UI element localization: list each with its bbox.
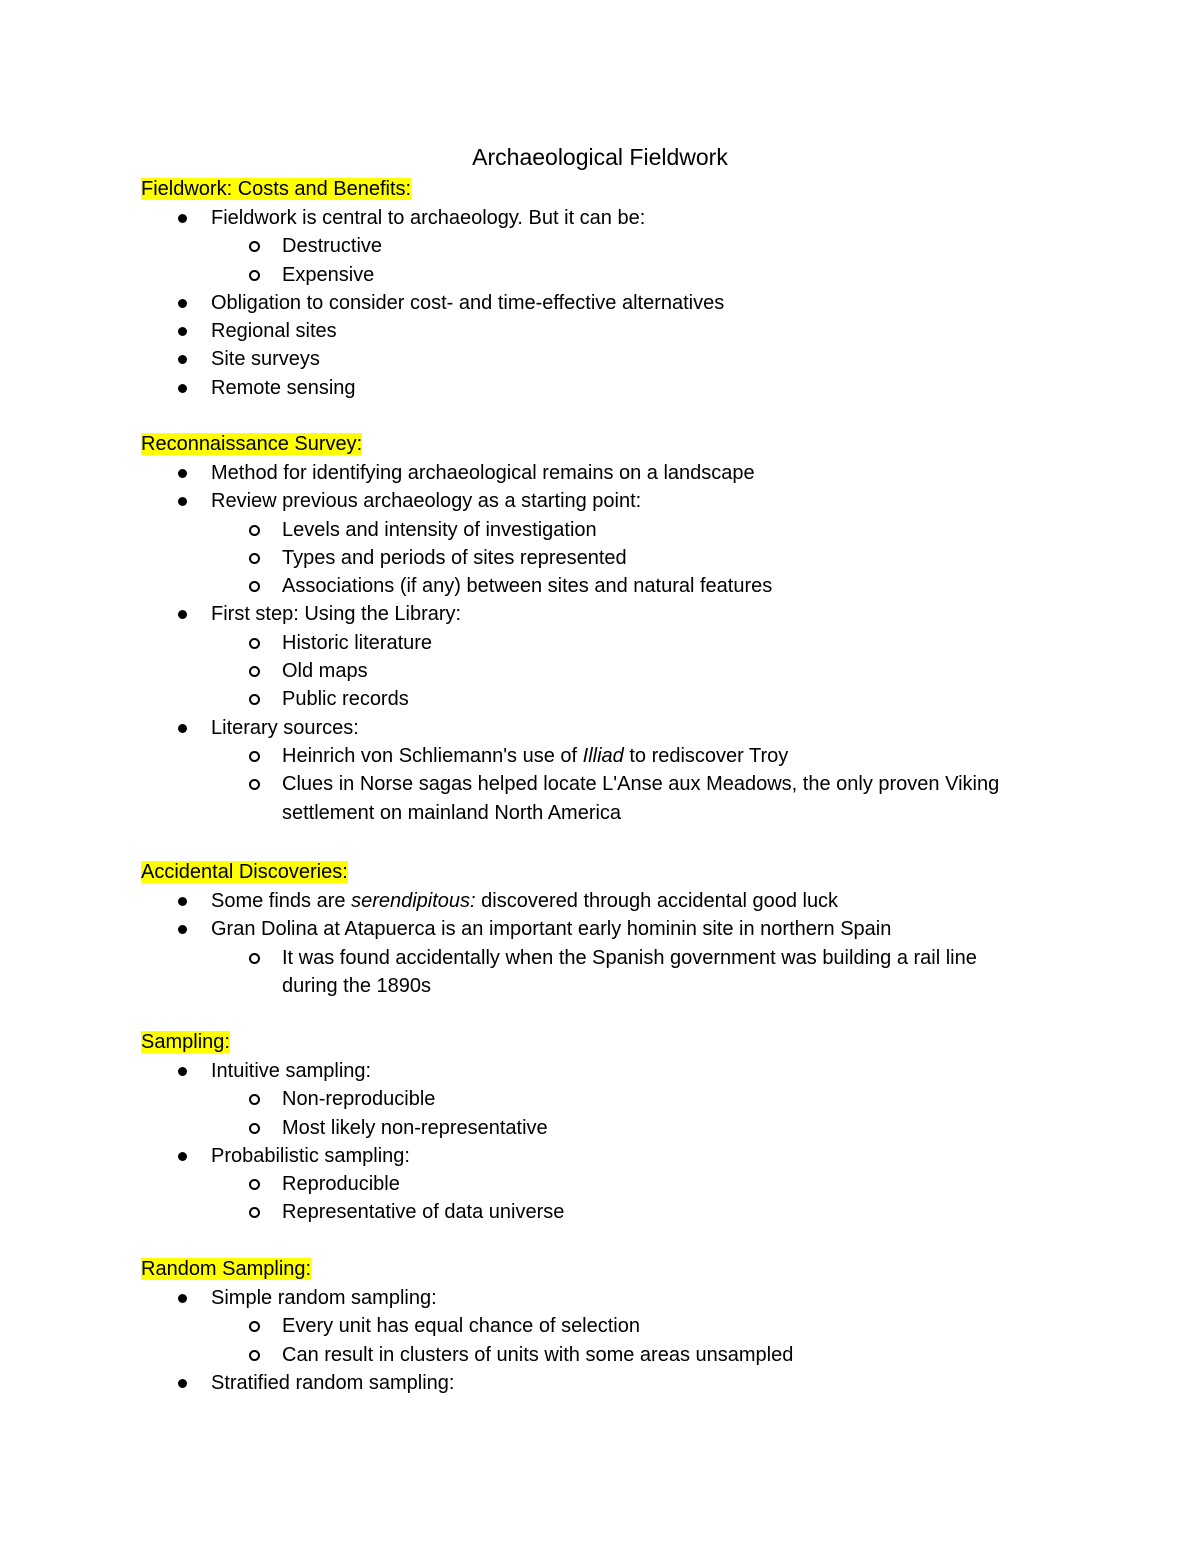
item-text: Most likely non-representative [282,1116,548,1139]
bullet-item [141,487,1081,515]
sub-bullet-item [141,657,1081,685]
bullet-item [141,1057,1081,1085]
item-text: Review previous archaeology as a starting point: [211,490,642,513]
bullet-item [141,459,1081,487]
item-text: to rediscover Troy [623,744,789,767]
sub-bullet-item [141,742,1081,770]
sub-bullet-item [141,1312,1081,1340]
section-heading-text: Reconnaissance Survey: [141,433,363,455]
item-text: Heinrich von Schliemann's use of [282,744,583,767]
item-text: Types and periods of sites represented [282,546,627,569]
item-text: Literary sources: [211,716,359,739]
item-text: Can result in clusters of units with some areas unsampled [282,1343,794,1366]
item-text: Destructive [282,235,383,258]
item-text: Representative of data universe [282,1201,565,1224]
item-text: Intuitive sampling: [211,1060,372,1082]
sub-bullet-item [141,799,1081,827]
item-text: Simple random sampling: [211,1287,437,1309]
item-text: Levels and intensity of investigation [282,518,597,541]
italic-text: serendipitous: [351,890,476,912]
bullet-item [141,374,1081,402]
bullet-item [141,915,1081,943]
item-text: Historic literature [282,631,433,654]
item-text: Stratified random sampling: [211,1371,455,1394]
item-text: during the 1890s [282,974,432,997]
sub-bullet-item [141,944,1081,972]
section-heading [141,857,1081,887]
bullet-item [141,345,1081,373]
item-text: Public records [282,688,409,711]
item-text: Probabilistic sampling: [211,1144,410,1167]
page-title: Archaeological Fieldwork [472,144,728,170]
bullet-item [141,317,1081,345]
italic-text: Illiad [582,744,624,767]
section-heading [141,174,1081,204]
section-heading-text: Sampling: [141,1031,230,1053]
sub-bullet-item [141,261,1081,289]
item-text: It was found accidentally when the Spanish government was building a rail line [282,946,977,969]
section [141,1254,1081,1397]
item-text: Remote sensing [211,376,356,399]
bullet-item [141,1284,1081,1312]
section [141,857,1081,1000]
bullet-item [141,714,1081,742]
section-heading-text: Random Sampling: [141,1258,312,1280]
bullet-item [141,204,1081,232]
section-heading [141,1027,1081,1057]
bullet-item [141,1142,1081,1170]
item-text: settlement on mainland North America [282,801,622,824]
item-text: Associations (if any) between sites and natural features [282,575,773,598]
section-heading [141,429,1081,459]
section [141,174,1081,402]
item-text: Every unit has equal chance of selection [282,1315,640,1338]
item-text: Old maps [282,660,368,683]
section-heading-text: Accidental Discoveries: [141,861,348,883]
section [141,429,1081,827]
section [141,1027,1081,1227]
sub-bullet-item [141,629,1081,657]
item-text: Regional sites [211,320,337,343]
item-text: Non-reproducible [282,1088,436,1111]
item-text: Expensive [282,263,375,286]
sub-bullet-item [141,972,1081,1000]
sub-bullet-item [141,1170,1081,1198]
section-heading-text: Fieldwork: Costs and Benefits: [141,178,412,200]
sub-bullet-item [141,1198,1081,1226]
sub-bullet-item [141,232,1081,260]
item-text: Site surveys [211,348,320,371]
item-text: Fieldwork is central to archaeology. But it can be: [211,207,646,229]
bullet-item [141,887,1081,915]
bullet-item [141,289,1081,317]
sub-bullet-item [141,544,1081,572]
bullet-item [141,1369,1081,1397]
sub-bullet-item [141,1341,1081,1369]
sub-bullet-item [141,572,1081,600]
sub-bullet-item [141,685,1081,713]
item-text: Gran Dolina at Atapuerca is an important early hominin site in northern Spain [211,918,892,941]
sub-bullet-item [141,770,1081,798]
bullet-item [141,600,1081,628]
item-text: Obligation to consider cost- and time-effective alternatives [211,291,725,314]
sub-bullet-item [141,516,1081,544]
item-text: Reproducible [282,1173,400,1196]
sub-bullet-item [141,1114,1081,1142]
sub-bullet-item [141,1085,1081,1113]
section-heading [141,1254,1081,1284]
item-text: Clues in Norse sagas helped locate L'Anse aux Meadows, the only proven Viking [282,773,1000,796]
item-text: First step: Using the Library: [211,603,462,626]
item-text: Method for identifying archaeological remains on a landscape [211,462,755,484]
item-text: discovered through accidental good luck [475,890,839,912]
item-text: Some finds are [211,890,352,912]
